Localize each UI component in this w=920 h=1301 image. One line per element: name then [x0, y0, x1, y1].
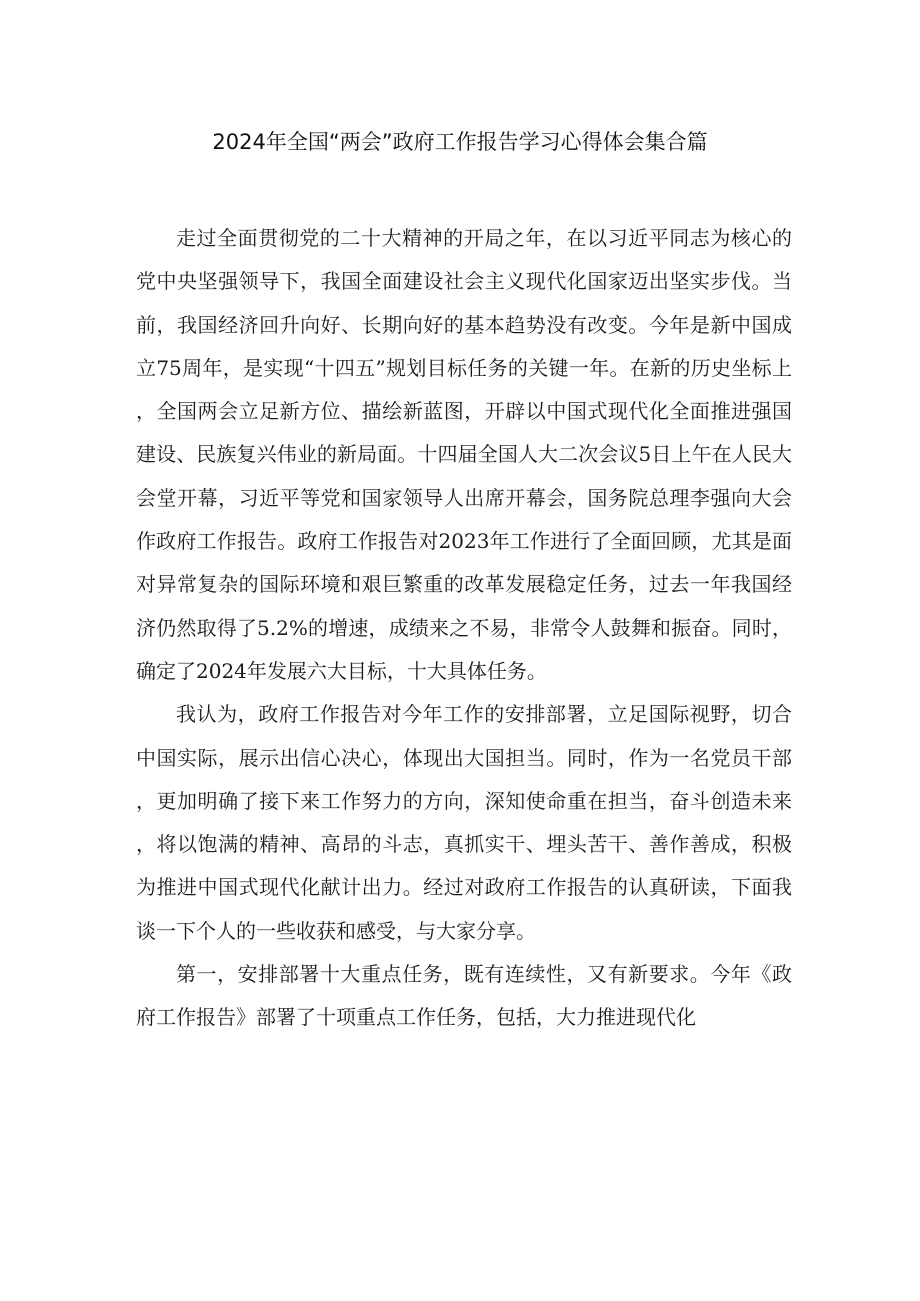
- paragraph-opinion: 我认为，政府工作报告对今年工作的安排部署，立足国际视野，切合中国实际，展示出信心决心，体现出大国担当。同时，作为一名党员干部，更加明确了接下来工作努力的方向，深知使命重在担当，奋斗创造未来，将以饱满的精神、高昂的斗志，真抓实干、埋头苦干、善作善成，积极为推进中国式现代化献计出力。经过对政府工作报告的认真研读，下面我谈一下个人的一些收获和感受，与大家分享。: [136, 702, 792, 943]
- document-title: 2024年全国“两会”政府工作报告学习心得体会集合篇: [212, 130, 708, 154]
- paragraph-intro: 走过全面贯彻党的二十大精神的开局之年，在以习近平同志为核心的党中央坚强领导下，我国全面建设社会主义现代化国家迈出坚实步伐。当前，我国经济回升向好、长期向好的基本趋势没有改变。今年是新中国成立75周年，是实现“十四五”规划目标任务的关键一年。在新的历史坐标上，全国两会立足新方位、描绘新蓝图，开辟以中国式现代化全面推进强国建设、民族复兴伟业的新局面。十四届全国人大二次会议5日上午在人民大会堂开幕，习近平等党和国家领导人出席开幕会，国务院总理李强向大会作政府工作报告。政府工作报告对2023年工作进行了全面回顾，尤其是面对异常复杂的国际环境和艰巨繁重的改革发展稳定任务，过去一年我国经济仍然取得了5.2%的增速，成绩来之不易，非常令人鼓舞和振奋。同时，确定了2024年发展六大目标，十大具体任务。: [136, 226, 792, 683]
- document-body: [136, 217, 792, 1040]
- paragraph-first-point: 第一，安排部署十大重点任务，既有连续性，又有新要求。今年《政府工作报告》部署了十项重点工作任务，包括，大力推进现代化: [136, 962, 792, 1030]
